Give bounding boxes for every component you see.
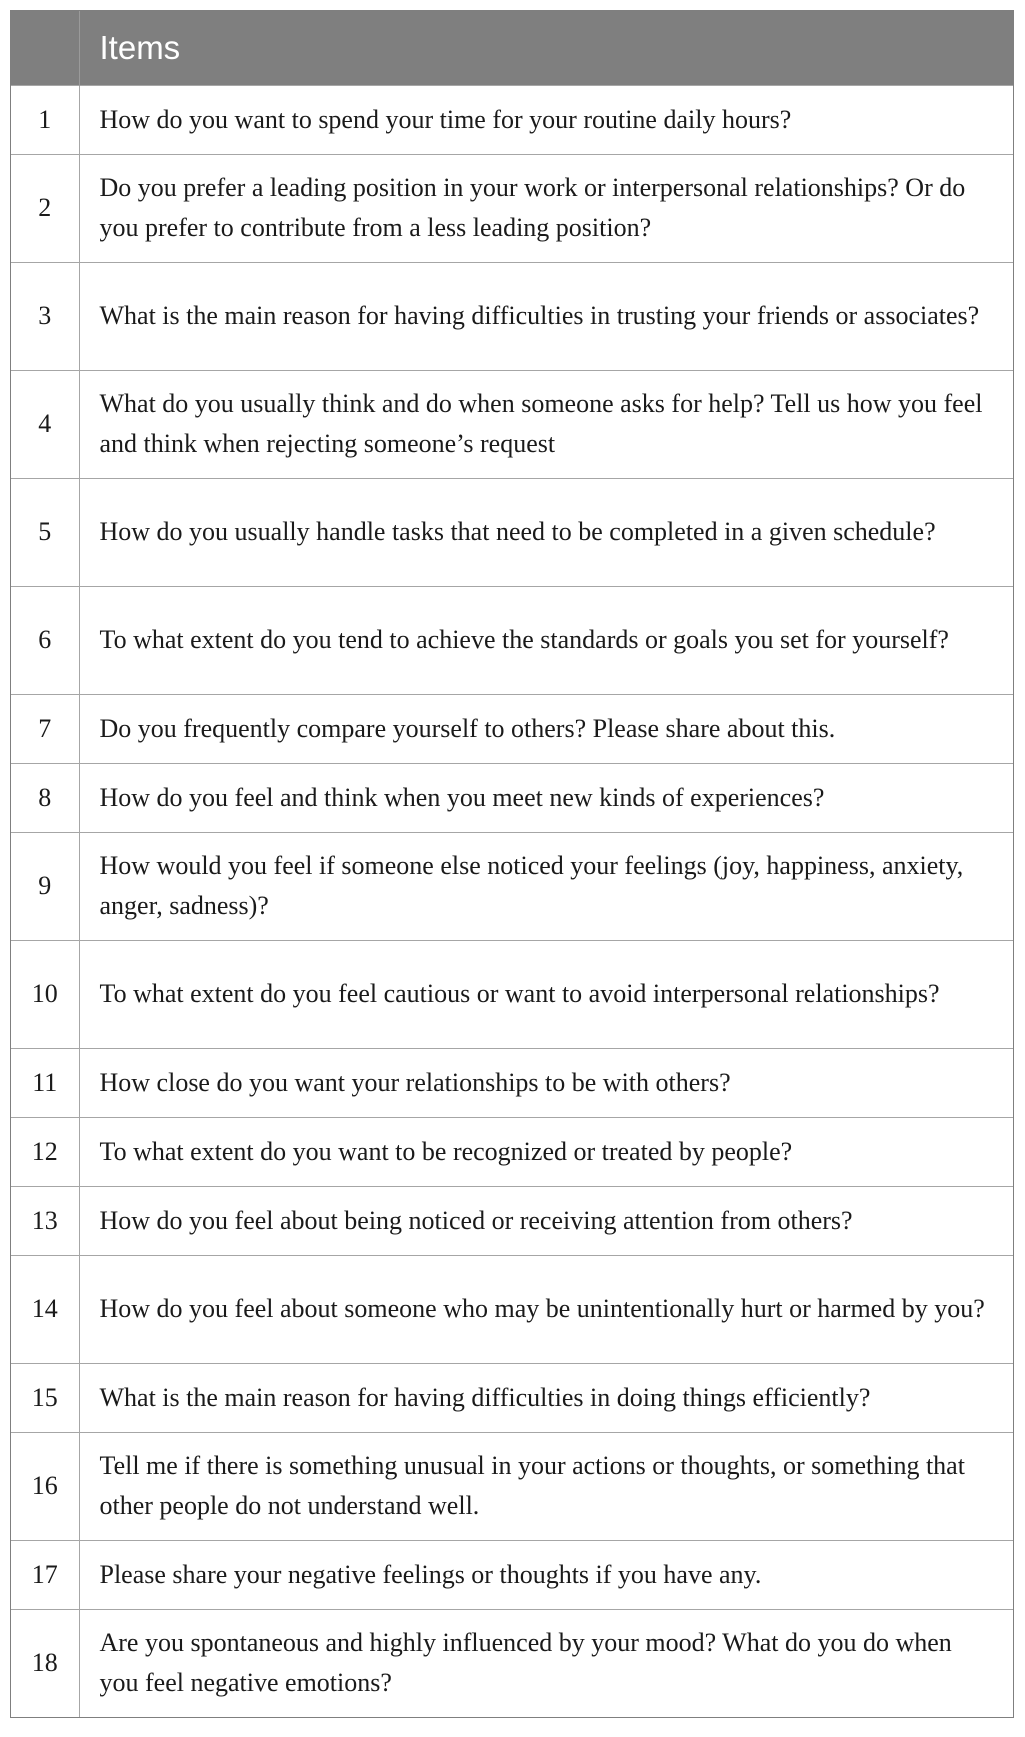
row-item-text: Do you prefer a leading position in your work or interpersonal relationships? Or do you prefer to contribute from a less leading position? [79,154,1013,262]
row-number: 12 [11,1117,79,1186]
row-number: 10 [11,940,79,1048]
table-row [11,1540,1013,1609]
table-row [11,832,1013,940]
row-number: 9 [11,832,79,940]
header-number [11,11,79,85]
table-row [11,154,1013,262]
row-item-text: Do you frequently compare yourself to others? Please share about this. [79,694,1013,763]
table-row [11,940,1013,1048]
row-number: 18 [11,1609,79,1717]
table-row [11,478,1013,586]
row-item-text: Are you spontaneous and highly influenced by your mood? What do you do when you feel negative emotions? [79,1609,1013,1717]
row-number: 16 [11,1432,79,1540]
row-item-text: What do you usually think and do when someone asks for help? Tell us how you feel and think when rejecting someone’s request [79,370,1013,478]
row-number: 17 [11,1540,79,1609]
row-number: 2 [11,154,79,262]
row-item-text: To what extent do you feel cautious or want to avoid interpersonal relationships? [79,940,1013,1048]
row-item-text: How do you feel and think when you meet new kinds of experiences? [79,763,1013,832]
table-header [11,11,1013,85]
table-row [11,1186,1013,1255]
row-number: 3 [11,262,79,370]
items-table-container [10,10,1014,1718]
row-item-text: To what extent do you want to be recognized or treated by people? [79,1117,1013,1186]
table-row [11,1432,1013,1540]
row-number: 15 [11,1363,79,1432]
row-item-text: How do you usually handle tasks that need to be completed in a given schedule? [79,478,1013,586]
row-item-text: What is the main reason for having difficulties in trusting your friends or associates? [79,262,1013,370]
row-number: 5 [11,478,79,586]
table-body [11,85,1013,1717]
table-row [11,694,1013,763]
table-row [11,763,1013,832]
row-number: 6 [11,586,79,694]
table-row [11,1255,1013,1363]
row-item-text: How do you want to spend your time for your routine daily hours? [79,85,1013,154]
table-row [11,85,1013,154]
row-number: 8 [11,763,79,832]
row-number: 11 [11,1048,79,1117]
row-item-text: What is the main reason for having difficulties in doing things efficiently? [79,1363,1013,1432]
row-number: 13 [11,1186,79,1255]
row-item-text: How do you feel about someone who may be unintentionally hurt or harmed by you? [79,1255,1013,1363]
row-number: 1 [11,85,79,154]
row-item-text: Tell me if there is something unusual in your actions or thoughts, or something that other people do not understand well. [79,1432,1013,1540]
table-row [11,370,1013,478]
table-row [11,262,1013,370]
row-number: 14 [11,1255,79,1363]
row-item-text: Please share your negative feelings or thoughts if you have any. [79,1540,1013,1609]
row-number: 7 [11,694,79,763]
row-number: 4 [11,370,79,478]
table-row [11,1048,1013,1117]
items-table [11,11,1013,1717]
table-row [11,1363,1013,1432]
table-row [11,1609,1013,1717]
table-row [11,586,1013,694]
table-row [11,1117,1013,1186]
header-items: Items [79,11,1013,85]
row-item-text: How would you feel if someone else noticed your feelings (joy, happiness, anxiety, anger, sadness)? [79,832,1013,940]
header-row [11,11,1013,85]
row-item-text: How close do you want your relationships to be with others? [79,1048,1013,1117]
row-item-text: To what extent do you tend to achieve the standards or goals you set for yourself? [79,586,1013,694]
row-item-text: How do you feel about being noticed or receiving attention from others? [79,1186,1013,1255]
